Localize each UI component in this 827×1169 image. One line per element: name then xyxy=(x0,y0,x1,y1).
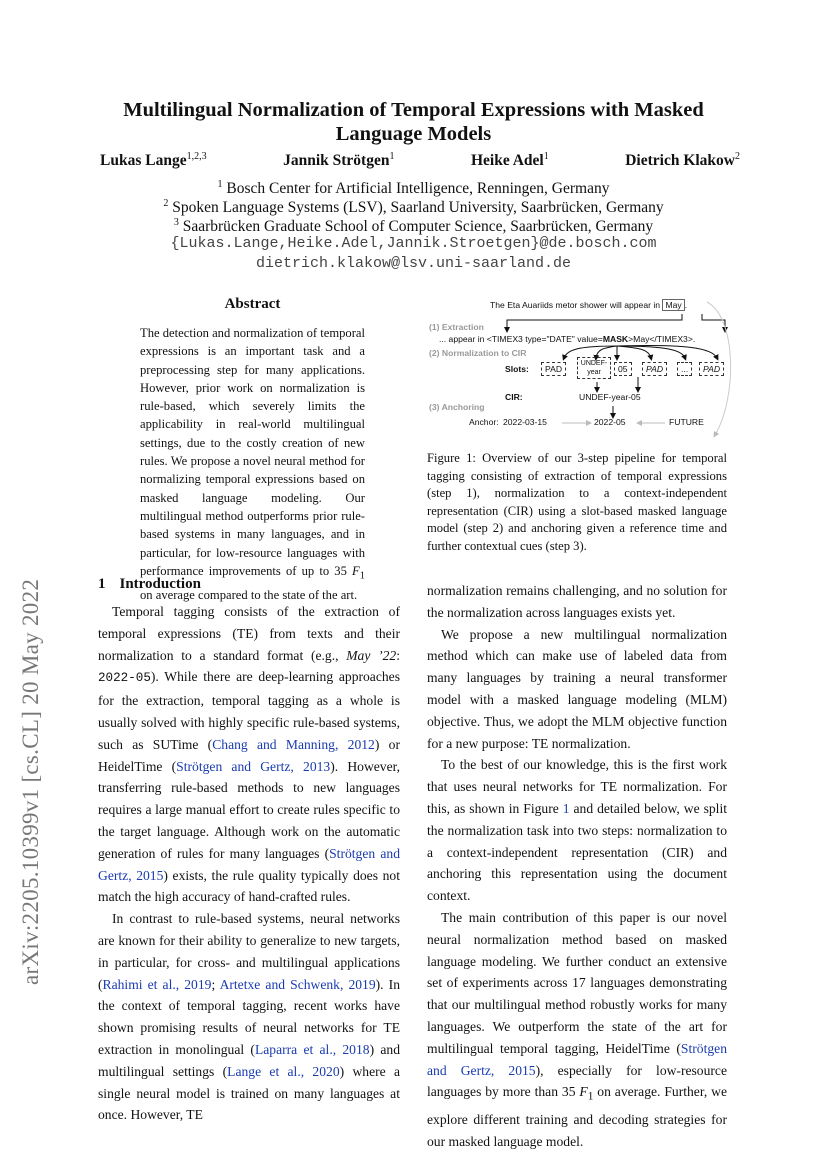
author-sup: 1,2,3 xyxy=(186,151,207,162)
text-run: ). In the context of temporal tagging, recent works have shown promising results of neural networks for TE extraction in monolingual ( xyxy=(98,976,400,1057)
text-run: ) where a single neural model is trained on many languages at once. However, TE xyxy=(98,1063,400,1123)
text-run: and detailed below, we split the normalization task into two steps: normalization to a context-independent representation (CIR) and anchoring this representation using the document context. xyxy=(427,800,727,904)
paragraph xyxy=(427,624,727,755)
mask-token: MASK xyxy=(602,334,629,344)
slot-box: 05 xyxy=(614,362,632,376)
text-run: To the best of our knowledge, this is the first work that uses neural networks for TE normalization. For this, as shown in Figure xyxy=(427,757,727,816)
text-run: F xyxy=(579,1084,588,1100)
citation-link[interactable]: Chang and Manning, 2012 xyxy=(212,736,375,752)
paragraph xyxy=(140,324,365,604)
citation-link[interactable]: Strötgen and Gertz, 2015 xyxy=(427,1040,727,1078)
text-run: normalization remains challenging, and no solution for the normalization across languages exists yet. xyxy=(427,583,727,620)
sentence-text: The Eta Auariids metor shower will appear in xyxy=(490,300,661,310)
section-title: Introduction xyxy=(119,576,201,592)
citation-link[interactable]: Laparra et al., 2018 xyxy=(254,1041,370,1057)
author xyxy=(100,151,207,170)
slot-box: PAD xyxy=(699,362,724,376)
aff-text: Bosch Center for Artificial Intelligence, Renningen, Germany xyxy=(226,180,610,198)
aff-sup: 3 xyxy=(173,217,179,228)
aff-sup: 1 xyxy=(217,179,223,190)
citation-link[interactable]: Strötgen and Gertz, 2015 xyxy=(98,845,400,883)
section-number: 1 xyxy=(98,576,106,592)
slot-box: PAD xyxy=(541,362,566,376)
text-run: May ’22 xyxy=(346,647,397,663)
step-label: (2) Normalization to CIR xyxy=(429,348,527,358)
text-run: The main contribution of this paper is our novel neural normalization method based on masked language modeling. We further conduct an extensive set of experiments across 17 languages demonstrating that our multilingual method robustly works for many languages. We outperform the state of the art for multilingual temporal tagging, HeidelTime ( xyxy=(427,909,727,1056)
figure-caption: Figure 1: Overview of our 3-step pipeline for temporal tagging consisting of extraction of temporal expressions (step 1), normalization to a context-independent representation (CIR) using a slot-based masked language model (step 2) and anchoring given a reference time and further contextual cues (step 3). xyxy=(427,451,727,553)
aff-text: Spoken Language Systems (LSV), Saarland University, Saarbrücken, Germany xyxy=(172,199,664,217)
text-run: ) exists, the rule quality typically does not match the high accuracy of hand-crafted rules. xyxy=(98,867,400,905)
author-name: Dietrich Klakow xyxy=(625,152,735,170)
paper-title: Multilingual Normalization of Temporal Expressions with Masked Language Models xyxy=(123,99,704,145)
slot-box: PAD xyxy=(642,362,667,376)
author-sup: 1 xyxy=(543,151,549,162)
abstract-body xyxy=(140,324,365,604)
text-run: ; xyxy=(211,976,220,992)
step-label: (1) Extraction xyxy=(429,322,484,332)
text-run: ), especially for low-resource languages by more than 35 xyxy=(427,1062,727,1100)
example-sentence: The Eta Auariids metor shower will appear in May . xyxy=(490,300,688,310)
paragraph xyxy=(427,907,727,1152)
author xyxy=(625,151,740,170)
text-run: 1 xyxy=(587,1091,594,1104)
email: {Lukas.Lange,Heike.Adel,Jannik.Stroetgen}@de.bosch.com xyxy=(170,235,657,252)
author-name: Lukas Lange xyxy=(100,152,187,170)
text-run: on average compared to the state of the art. xyxy=(140,587,358,602)
citation-link[interactable]: Lange et al., 2020 xyxy=(227,1063,340,1079)
author-name: Jannik Strötgen xyxy=(283,152,390,170)
aff-text: Saarbrücken Graduate School of Computer Science, Saarbrücken, Germany xyxy=(182,218,654,236)
text-run: Temporal tagging consists of the extraction of temporal expressions (TE) from texts and their normalization to a standard format (e.g., xyxy=(98,604,400,663)
step-label: (3) Anchoring xyxy=(429,402,485,412)
author xyxy=(471,151,549,170)
text-run: ) and multilingual settings ( xyxy=(98,1041,400,1079)
left-column xyxy=(98,601,400,1126)
figure-pipeline xyxy=(427,298,732,438)
text-run: ) or HeidelTime ( xyxy=(98,736,400,774)
text-run: ). While there are deep-learning approaches for the extraction, temporal tagging as a whole is usually solved with highly specific rule-based systems, such as SUTime ( xyxy=(98,669,400,752)
paragraph xyxy=(98,601,400,908)
abstract-heading: Abstract xyxy=(224,296,281,312)
text-run: 2022-05 xyxy=(98,671,151,686)
author-sup: 2 xyxy=(735,151,740,162)
author-name: Heike Adel xyxy=(470,152,544,170)
tag-text: >May</TIMEX3>. xyxy=(628,334,696,344)
paragraph xyxy=(427,754,727,907)
text-run: on average. Further, we explore different training and decoding strategies for our masked language model. xyxy=(427,1084,727,1149)
text-run: F xyxy=(352,563,360,578)
result-date: 2022-05 xyxy=(594,417,626,427)
future-cue: FUTURE xyxy=(669,417,704,427)
citation-link[interactable]: Artetxe and Schwenk, 2019 xyxy=(219,976,376,992)
text-run: We propose a new multilingual normalization method which can make use of labeled data from many languages by training a neural transformer model with a masked language modeling (MLM) objective. Thus, we adopt the MLM objective function for a new purpose: TE normalization. xyxy=(427,626,727,751)
cir-value: UNDEF-year-05 xyxy=(579,392,641,402)
citation-link[interactable]: Rahimi et al., 2019 xyxy=(102,976,212,992)
right-column xyxy=(427,580,727,1152)
text-run: The detection and normalization of temporal expressions is an important task and a preprocessing step for many applications. However, prior work on normalization is rule-based, which severely limits the applicability in real-world multilingual settings, due to the costly creation of new rules. We propose a novel neural method for normalizing temporal expressions based on masked language modeling. Our multilingual method outperforms prior rule-based systems in many languages, and in particular, for low-resource languages with performance improvements of up to 35 xyxy=(140,326,365,578)
tag-text: ... appear in <TIMEX3 type="DATE" value= xyxy=(439,334,603,344)
author xyxy=(283,151,394,170)
text-run: : xyxy=(396,647,400,663)
tagged-sentence xyxy=(439,334,695,344)
text-run: ). However, transferring rule-based methods to new languages requires a large manual effort to create rules specific to the target language. Although work on the automatic generation of rules for many languages ( xyxy=(98,758,401,861)
paragraph xyxy=(98,908,400,1126)
author-list xyxy=(100,151,740,170)
anchor-label: Anchor: xyxy=(469,417,499,427)
paragraph xyxy=(427,580,727,624)
section-heading xyxy=(98,576,215,593)
email: dietrich.klakow@lsv.uni-saarland.de xyxy=(255,255,572,272)
citation-link[interactable]: Strötgen and Gertz, 2013 xyxy=(176,758,331,774)
slot-box: ... xyxy=(677,362,692,376)
text-run: 1 xyxy=(359,570,365,582)
citation-link[interactable]: 1 xyxy=(562,800,570,816)
author-sup: 1 xyxy=(389,151,395,162)
slot-box: UNDEF-year xyxy=(577,357,611,379)
cir-label: CIR: xyxy=(505,392,523,402)
anchor-date: 2022-03-15 xyxy=(503,417,547,427)
aff-sup: 2 xyxy=(163,198,169,209)
text-run: In contrast to rule-based systems, neural networks are known for their ability to generalize to new targets, in particular, for cross- and multilingual applications ( xyxy=(98,911,400,992)
arxiv-identifier: arXiv:2205.10399v1 [cs.CL] 20 May 2022 xyxy=(18,578,43,985)
highlighted-word: May xyxy=(662,299,684,311)
slots-label: Slots: xyxy=(505,364,529,374)
